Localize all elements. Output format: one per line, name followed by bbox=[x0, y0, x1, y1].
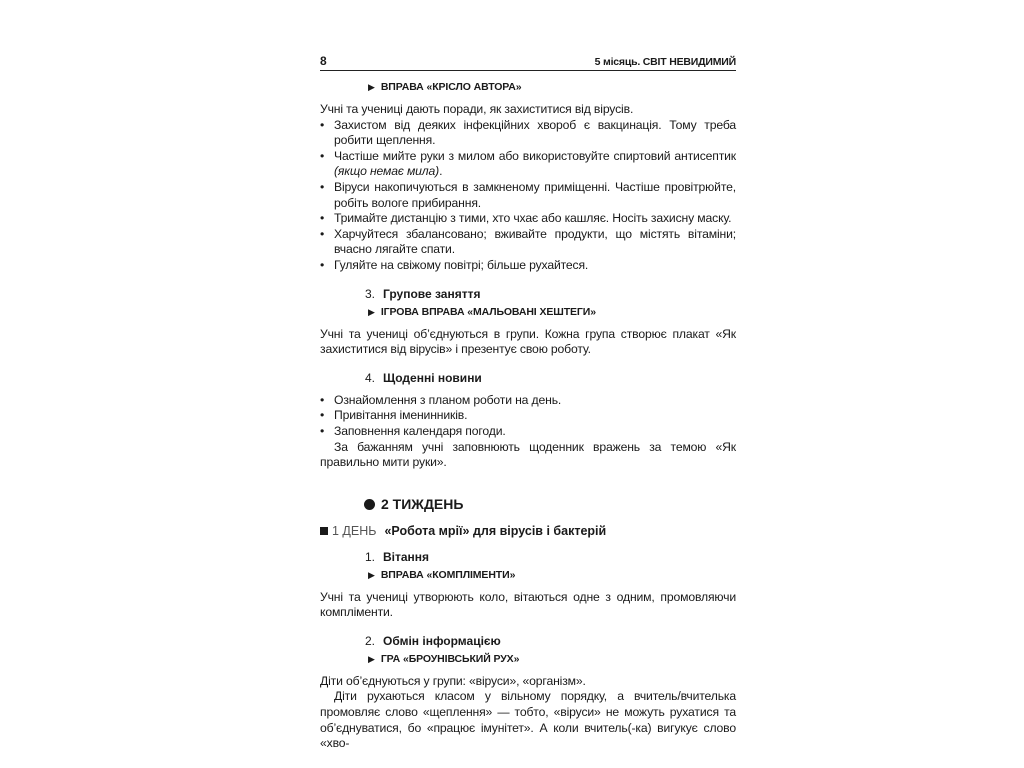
section-heading bbox=[365, 549, 736, 566]
section-number: 3. bbox=[365, 286, 376, 301]
section-title: Вітання bbox=[383, 549, 430, 564]
page-number: 8 bbox=[320, 54, 327, 68]
paragraph: Учні та учениці дають поради, як захиститися від вірусів. bbox=[320, 102, 634, 116]
bullet-icon: • bbox=[320, 408, 325, 423]
list-item-text bbox=[334, 149, 736, 180]
document-page bbox=[320, 50, 736, 752]
list-item bbox=[320, 118, 736, 149]
section-heading bbox=[365, 286, 736, 303]
list-item bbox=[320, 211, 736, 227]
running-title: 5 місяць. СВІТ НЕВИДИМИЙ bbox=[594, 56, 736, 68]
list-item-text: Захистом від деяких інфекційних хвороб є вакцинація. Тому треба робити щеплення. bbox=[334, 117, 736, 148]
square-icon bbox=[320, 527, 328, 535]
section-number: 2. bbox=[365, 633, 376, 648]
section-number: 4. bbox=[365, 370, 376, 385]
list-item-text: Ознайомлення з планом роботи на день. bbox=[334, 392, 562, 407]
section-title: Обмін інформацією bbox=[383, 633, 501, 648]
triangle-icon: ▶ bbox=[368, 653, 375, 664]
paragraph: За бажанням учні заповнюють щоденник вражень за темою «Як правильно мити руки». bbox=[320, 439, 736, 470]
day-title: «Робота мрії» для вірусів і бактерій bbox=[384, 523, 607, 538]
list-item bbox=[320, 424, 736, 440]
triangle-icon: ▶ bbox=[368, 306, 375, 317]
bullet-icon: • bbox=[320, 257, 325, 272]
bullet-icon: • bbox=[320, 423, 325, 438]
list-item-text: Тримайте дистанцію з тими, хто чхає або кашляє. Носіть захисну маску. bbox=[334, 211, 732, 226]
bullet-icon: • bbox=[320, 211, 325, 226]
list-item-text: Гуляйте на свіжому повітрі; більше рухайтеся. bbox=[334, 257, 589, 272]
bullet-icon: • bbox=[320, 117, 325, 132]
triangle-icon: ▶ bbox=[368, 569, 375, 580]
list-item-text: Заповнення календаря погоди. bbox=[334, 423, 506, 438]
list-item bbox=[320, 149, 736, 180]
section-number: 1. bbox=[365, 549, 376, 564]
bullet-icon: • bbox=[320, 148, 325, 163]
exercise-title: ГРА «БРОУНІВСЬКИЙ РУХ» bbox=[380, 652, 520, 665]
exercise-title: ІГРОВА ВПРАВА «МАЛЬОВАНІ ХЕШТЕГИ» bbox=[380, 305, 596, 318]
bullet-icon: • bbox=[320, 392, 325, 407]
exercise-heading bbox=[368, 651, 736, 668]
paragraph: Діти об’єднуються у групи: «віруси», «організм». bbox=[320, 673, 586, 688]
bullet-list bbox=[320, 393, 736, 440]
week-heading bbox=[364, 493, 736, 515]
section-heading bbox=[365, 370, 736, 387]
list-item-text-main: Частіше мийте руки з милом або використовуйте спиртовий антисептик bbox=[334, 148, 736, 163]
section-title: Групове заняття bbox=[383, 286, 481, 301]
list-item bbox=[320, 408, 736, 424]
list-item-end: . bbox=[439, 164, 443, 179]
list-item-text: Харчуйтеся збалансовано; вживайте продукти, що містять вітаміни; вчасно лягайте спати. bbox=[334, 226, 736, 257]
list-item-text: Привітання іменинників. bbox=[334, 408, 468, 423]
section-heading bbox=[365, 633, 736, 650]
exercise-heading bbox=[368, 304, 736, 321]
list-item bbox=[320, 393, 736, 409]
page-header bbox=[320, 50, 736, 71]
circle-icon bbox=[364, 499, 375, 510]
section-title: Щоденні новини bbox=[383, 370, 482, 385]
bullet-icon: • bbox=[320, 179, 325, 194]
day-heading bbox=[320, 521, 736, 541]
day-label: 1 ДЕНЬ bbox=[332, 523, 377, 538]
exercise-heading bbox=[368, 567, 736, 584]
paragraph: Учні та учениці утворюють коло, вітаються одне з одним, промовляючи компліменти. bbox=[320, 589, 736, 620]
triangle-icon: ▶ bbox=[368, 82, 375, 92]
list-item bbox=[320, 227, 736, 258]
paragraph: Учні та учениці об’єднуються в групи. Кожна група створює плакат «Як захиститися від вірусів» і презентує свою роботу. bbox=[320, 326, 736, 357]
list-item-note: (якщо немає мила) bbox=[334, 164, 440, 179]
list-item-text: Віруси накопичуються в замкненому приміщенні. Частіше провітрюйте, робіть вологе прибирання. bbox=[334, 179, 736, 210]
exercise-heading bbox=[368, 79, 736, 96]
list-item bbox=[320, 258, 736, 274]
week-title: 2 ТИЖДЕНЬ bbox=[381, 495, 464, 512]
exercise-title: ВПРАВА «КРІСЛО АВТОРА» bbox=[380, 81, 522, 93]
bullet-icon: • bbox=[320, 226, 325, 241]
paragraph: Діти рухаються класом у вільному порядку, а вчитель/вчителька промовляє слово «щеплення» — тобто, «віруси» не можуть рухатися та об’єднуватися, бо «працює імунітет». А коли вчитель(-ка) вигукує слово «хво- bbox=[320, 689, 736, 751]
list-item bbox=[320, 180, 736, 211]
exercise-title: ВПРАВА «КОМПЛІМЕНТИ» bbox=[380, 568, 516, 581]
